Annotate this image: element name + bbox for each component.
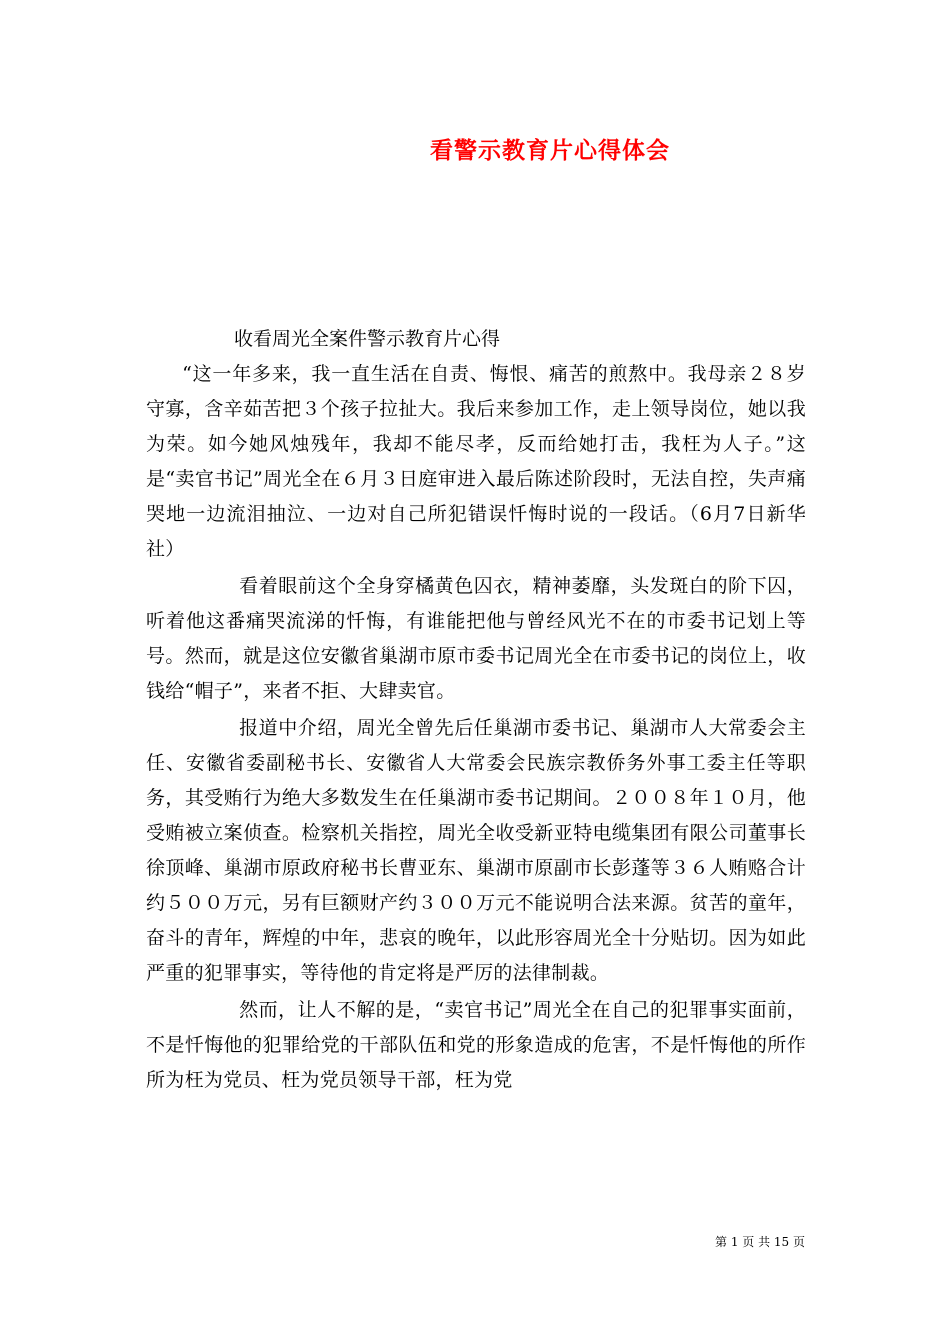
document-subtitle: 收看周光全案件警示教育片心得 <box>234 328 501 350</box>
document-title: 看警示教育片心得体会 <box>430 137 670 164</box>
paragraph: 然而，让人不解的是，“卖官书记”周光全在自己的犯罪事实面前，不是忏悔他的犯罪给党的干部队伍和党的形象造成的危害，不是忏悔他的所作所为枉为党员、枉为党员领导干部，枉为党 <box>146 999 806 1091</box>
page-number: 第 1 页 共 15 页 <box>715 1235 805 1249</box>
paragraph: 报道中介绍，周光全曾先后任巢湖市委书记、巢湖市人大常委会主任、安徽省委副秘书长、安徽省人大常委会民族宗教侨务外事工委主任等职务，其受贿行为绝大多数发生在任巢湖市委书记期间。２００８年１０月，他受贿被立案侦查。检察机关指控，周光全收受新亚特电缆集团有限公司董事长徐顶峰、巢湖市原政府秘书长曹亚东、巢湖市原副市长彭蓬等３６人贿赂合计约５００万元，另有巨额财产约３００万元不能说明合法来源。贫苦的童年，奋斗的青年，辉煌的中年，悲哀的晚年，以此形容周光全十分贴切。因为如此严重的犯罪事实，等待他的肯定将是严厉的法律制裁。 <box>146 717 806 984</box>
paragraph: 看着眼前这个全身穿橘黄色囚衣，精神萎靡，头发斑白的阶下囚，听着他这番痛哭流涕的忏悔，有谁能把他与曾经风光不在的市委书记划上等号。然而，就是这位安徽省巢湖市原市委书记周光全在市委书记的岗位上，收钱给“帽子”，来者不拒、大肆卖官。 <box>146 575 806 702</box>
document-body <box>146 322 806 1100</box>
paragraph: “这一年多来，我一直生活在自责、悔恨、痛苦的煎熬中。我母亲２８岁守寡，含辛茹苦把３个孩子拉扯大。我后来参加工作，走上领导岗位，她以我为荣。如今她风烛残年，我却不能尽孝，反而给她打击，我枉为人子。”这是“卖官书记”周光全在６月３日庭审进入最后陈述阶段时，无法自控，失声痛哭地一边流泪抽泣、一边对自己所犯错误忏悔时说的一段话。（6月7日新华社） <box>146 363 806 560</box>
